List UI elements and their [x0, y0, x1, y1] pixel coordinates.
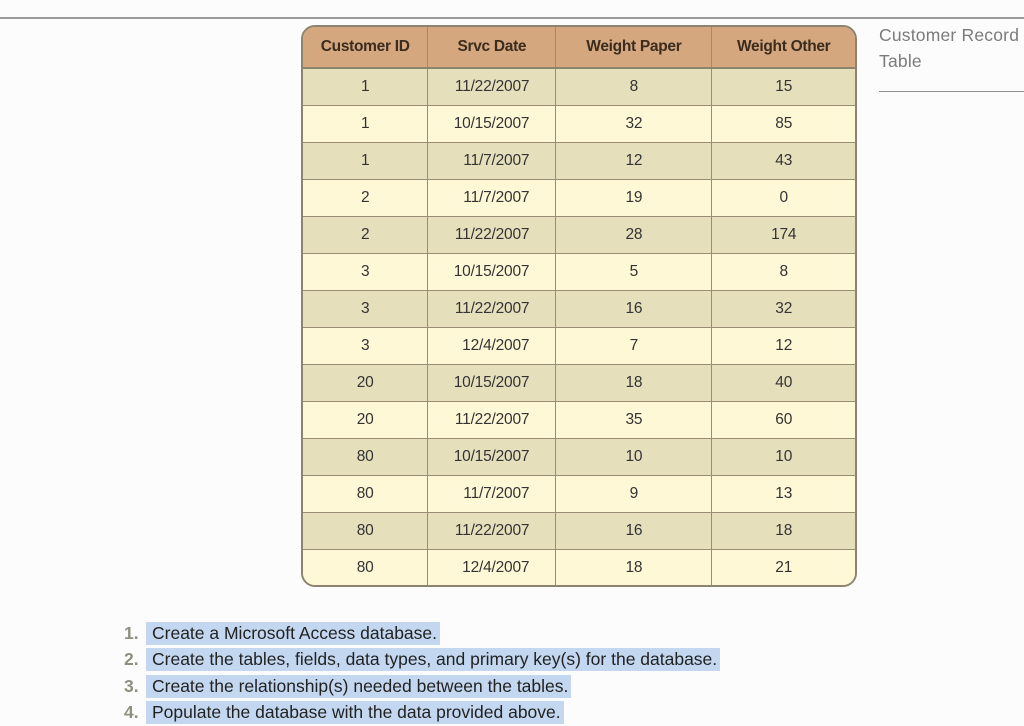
weight-paper-cell: 32	[556, 106, 712, 143]
table-row	[303, 68, 855, 106]
srvc-date-cell: 11/7/2007	[428, 180, 556, 217]
column-header-srvc-date: Srvc Date	[428, 27, 556, 68]
customer-id-cell: 1	[303, 68, 428, 106]
instruction-list	[124, 620, 720, 726]
table-row	[303, 550, 855, 587]
table-row	[303, 106, 855, 143]
srvc-date-cell: 11/7/2007	[428, 476, 556, 513]
weight-paper-cell: 8	[556, 68, 712, 106]
table-caption	[879, 22, 1024, 74]
table-row	[303, 476, 855, 513]
instruction-number: 3.	[124, 676, 146, 697]
table-row	[303, 365, 855, 402]
weight-paper-cell: 16	[556, 513, 712, 550]
top-rule	[0, 17, 1024, 19]
instruction-item	[124, 700, 720, 726]
weight-paper-cell: 35	[556, 402, 712, 439]
srvc-date-cell: 11/22/2007	[428, 217, 556, 254]
weight-other-cell: 40	[712, 365, 855, 402]
weight-paper-cell: 18	[556, 365, 712, 402]
srvc-date-cell: 12/4/2007	[428, 328, 556, 365]
table-row	[303, 291, 855, 328]
srvc-date-cell: 11/22/2007	[428, 291, 556, 328]
caption-rule	[879, 91, 1024, 92]
weight-paper-cell: 9	[556, 476, 712, 513]
srvc-date-cell: 11/22/2007	[428, 513, 556, 550]
customer-id-cell: 3	[303, 328, 428, 365]
weight-paper-cell: 28	[556, 217, 712, 254]
instruction-text[interactable]: Create a Microsoft Access database.	[146, 622, 440, 645]
instruction-item	[124, 673, 720, 700]
customer-id-cell: 3	[303, 254, 428, 291]
customer-id-cell: 2	[303, 217, 428, 254]
weight-other-cell: 10	[712, 439, 855, 476]
weight-other-cell: 21	[712, 550, 855, 587]
weight-other-cell: 15	[712, 68, 855, 106]
instruction-item	[124, 620, 720, 647]
srvc-date-cell: 12/4/2007	[428, 550, 556, 587]
instruction-number: 1.	[124, 623, 146, 644]
weight-paper-cell: 19	[556, 180, 712, 217]
customer-id-cell: 80	[303, 550, 428, 587]
table-row	[303, 217, 855, 254]
customer-id-cell: 80	[303, 476, 428, 513]
weight-paper-cell: 10	[556, 439, 712, 476]
customer-id-cell: 2	[303, 180, 428, 217]
srvc-date-cell: 11/22/2007	[428, 68, 556, 106]
weight-other-cell: 13	[712, 476, 855, 513]
caption-line-1: Customer Record	[879, 22, 1024, 48]
customer-id-cell: 3	[303, 291, 428, 328]
weight-paper-cell: 12	[556, 143, 712, 180]
instruction-text[interactable]: Populate the database with the data provided above.	[146, 701, 564, 724]
weight-other-cell: 174	[712, 217, 855, 254]
weight-paper-cell: 5	[556, 254, 712, 291]
table-row	[303, 328, 855, 365]
customer-id-cell: 1	[303, 106, 428, 143]
caption-line-2: Table	[879, 48, 1024, 74]
table-row	[303, 254, 855, 291]
weight-other-cell: 0	[712, 180, 855, 217]
srvc-date-cell: 11/22/2007	[428, 402, 556, 439]
weight-paper-cell: 7	[556, 328, 712, 365]
weight-other-cell: 85	[712, 106, 855, 143]
srvc-date-cell: 10/15/2007	[428, 254, 556, 291]
records-table	[303, 27, 855, 586]
table-row	[303, 143, 855, 180]
instruction-text[interactable]: Create the relationship(s) needed between the tables.	[146, 675, 571, 698]
customer-id-cell: 1	[303, 143, 428, 180]
customer-record-table	[301, 25, 857, 587]
srvc-date-cell: 11/7/2007	[428, 143, 556, 180]
table-row	[303, 513, 855, 550]
instruction-item	[124, 647, 720, 674]
weight-other-cell: 60	[712, 402, 855, 439]
customer-id-cell: 20	[303, 402, 428, 439]
column-header-customer-id: Customer ID	[303, 27, 428, 68]
instruction-text[interactable]: Create the tables, fields, data types, and primary key(s) for the database.	[146, 648, 720, 671]
weight-other-cell: 18	[712, 513, 855, 550]
table-row	[303, 402, 855, 439]
instruction-number: 4.	[124, 702, 146, 723]
srvc-date-cell: 10/15/2007	[428, 439, 556, 476]
customer-id-cell: 80	[303, 439, 428, 476]
srvc-date-cell: 10/15/2007	[428, 106, 556, 143]
weight-paper-cell: 18	[556, 550, 712, 587]
column-header-weight-other: Weight Other	[712, 27, 855, 68]
table-row	[303, 180, 855, 217]
customer-id-cell: 20	[303, 365, 428, 402]
table-body	[303, 68, 855, 586]
customer-id-cell: 80	[303, 513, 428, 550]
weight-other-cell: 8	[712, 254, 855, 291]
header-row	[303, 27, 855, 68]
column-header-weight-paper: Weight Paper	[556, 27, 712, 68]
weight-other-cell: 32	[712, 291, 855, 328]
table-row	[303, 439, 855, 476]
srvc-date-cell: 10/15/2007	[428, 365, 556, 402]
weight-other-cell: 43	[712, 143, 855, 180]
instruction-number: 2.	[124, 649, 146, 670]
weight-other-cell: 12	[712, 328, 855, 365]
weight-paper-cell: 16	[556, 291, 712, 328]
